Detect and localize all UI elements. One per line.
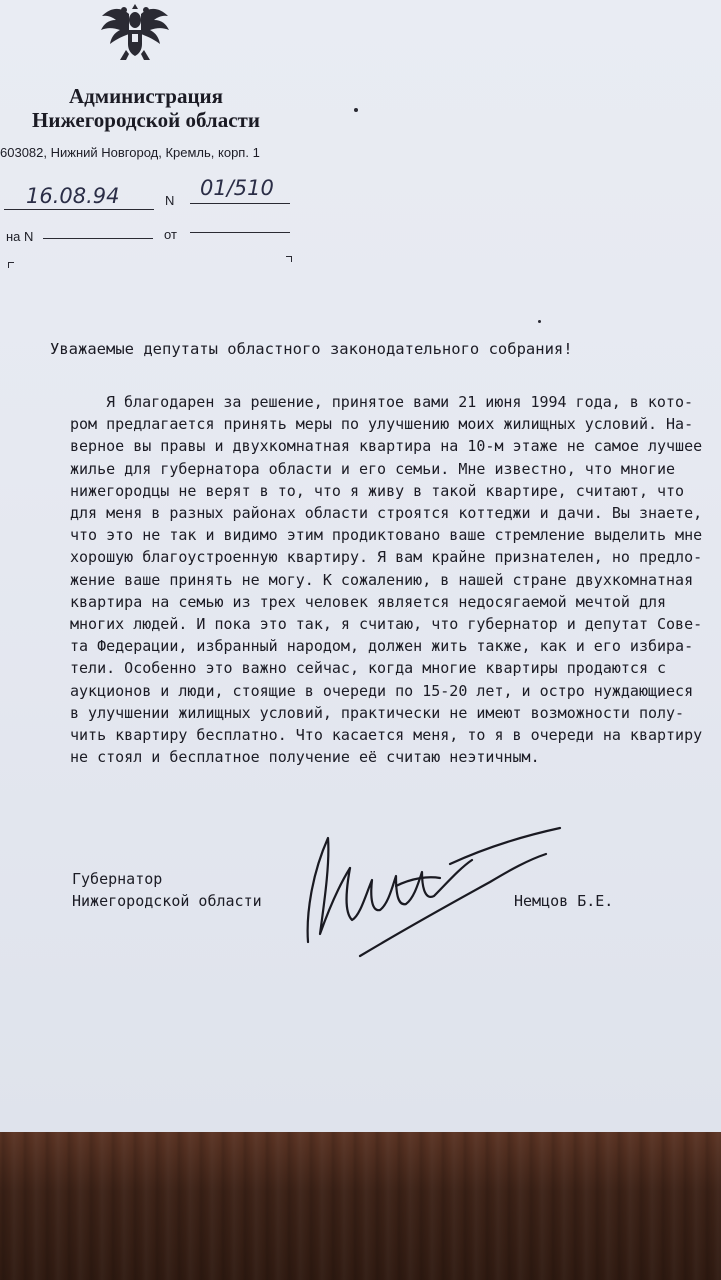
body-line: та Федерации, избранный народом, должен жить также, как и его избира- (70, 637, 694, 656)
body-line: квартира на семью из трех человек является недосягаемой мечтой для (70, 592, 667, 611)
signatory-title-line-1: Губернатор (72, 870, 163, 888)
organization-line-2: Нижегородской области (32, 108, 260, 132)
body-line: аукционов и люди, стоящие в очереди по 15-20 лет, и остро нуждающиеся (70, 681, 694, 700)
body-line: чить квартиру бесплатно. Что касается меня, то я в очереди на квартиру (70, 726, 703, 745)
body-line: ром предлагается принять меры по улучшению моих жилищных условий. На- (70, 415, 694, 434)
body-line: жилье для губернатора области и его семьи. Мне известно, что многие (70, 459, 676, 478)
signatory-title (72, 868, 262, 912)
body-line: жение ваше принять не могу. К сожалению, в нашей стране двухкомнатная (70, 570, 694, 589)
signatory-name: Немцов Б.Е. (514, 892, 614, 910)
wooden-table-surface (0, 1132, 721, 1280)
organization-name (8, 84, 284, 132)
letter-body (70, 391, 720, 768)
signatory-title-line-2: Нижегородской области (72, 892, 262, 910)
paper-speck (538, 320, 541, 323)
number-label: N (165, 193, 175, 208)
organization-line-1: Администрация (68, 84, 224, 108)
double-headed-eagle-emblem (98, 0, 172, 62)
body-line: тели. Особенно это важно сейчас, когда многие квартиры продаются с (70, 659, 667, 678)
body-line: что это не так и видимо этим продиктовано ваше стремление выделить мне (70, 526, 703, 545)
body-line: в улучшении жилищных условий, практически не имеют возможности полу- (70, 703, 685, 722)
body-line: хорошую благоустроенную квартиру. Я вам крайне признателен, но предло- (70, 548, 703, 567)
salutation: Уважаемые депутаты областного законодательного собрания! (50, 340, 573, 358)
body-line: многих людей. И пока это так, я считаю, что губернатор и депутат Сове- (70, 615, 703, 634)
paper-speck (354, 108, 358, 112)
body-line: Я благодарен за решение, принятое вами 21 июня 1994 года, в кото- (106, 393, 693, 411)
address-corner-mark-left (8, 262, 14, 268)
body-line: не стоял и бесплатное получение её считаю неэтичным. (70, 748, 540, 767)
reference-date-line (190, 232, 290, 233)
reference-date-label: от (164, 227, 177, 242)
body-line: верное вы правы и двухкомнатная квартира на 10-м этаже не самое лучшее (70, 437, 703, 456)
number-field-value: 01/510 (200, 176, 274, 200)
date-field-line (4, 209, 154, 210)
date-field-value: 16.08.94 (26, 184, 120, 208)
body-line: для меня в разных районах области строятся коттеджи и дачи. Вы знаете, (70, 504, 703, 523)
organization-address: 603082, Нижний Новгород, Кремль, корп. 1 (0, 145, 260, 160)
body-line: нижегородцы не верят в то, что я живу в такой квартире, считают, что (70, 481, 685, 500)
address-corner-mark-right (286, 256, 292, 262)
reference-number-line (43, 238, 153, 239)
number-field-line (190, 203, 290, 204)
reference-number-label: на N (6, 229, 34, 244)
